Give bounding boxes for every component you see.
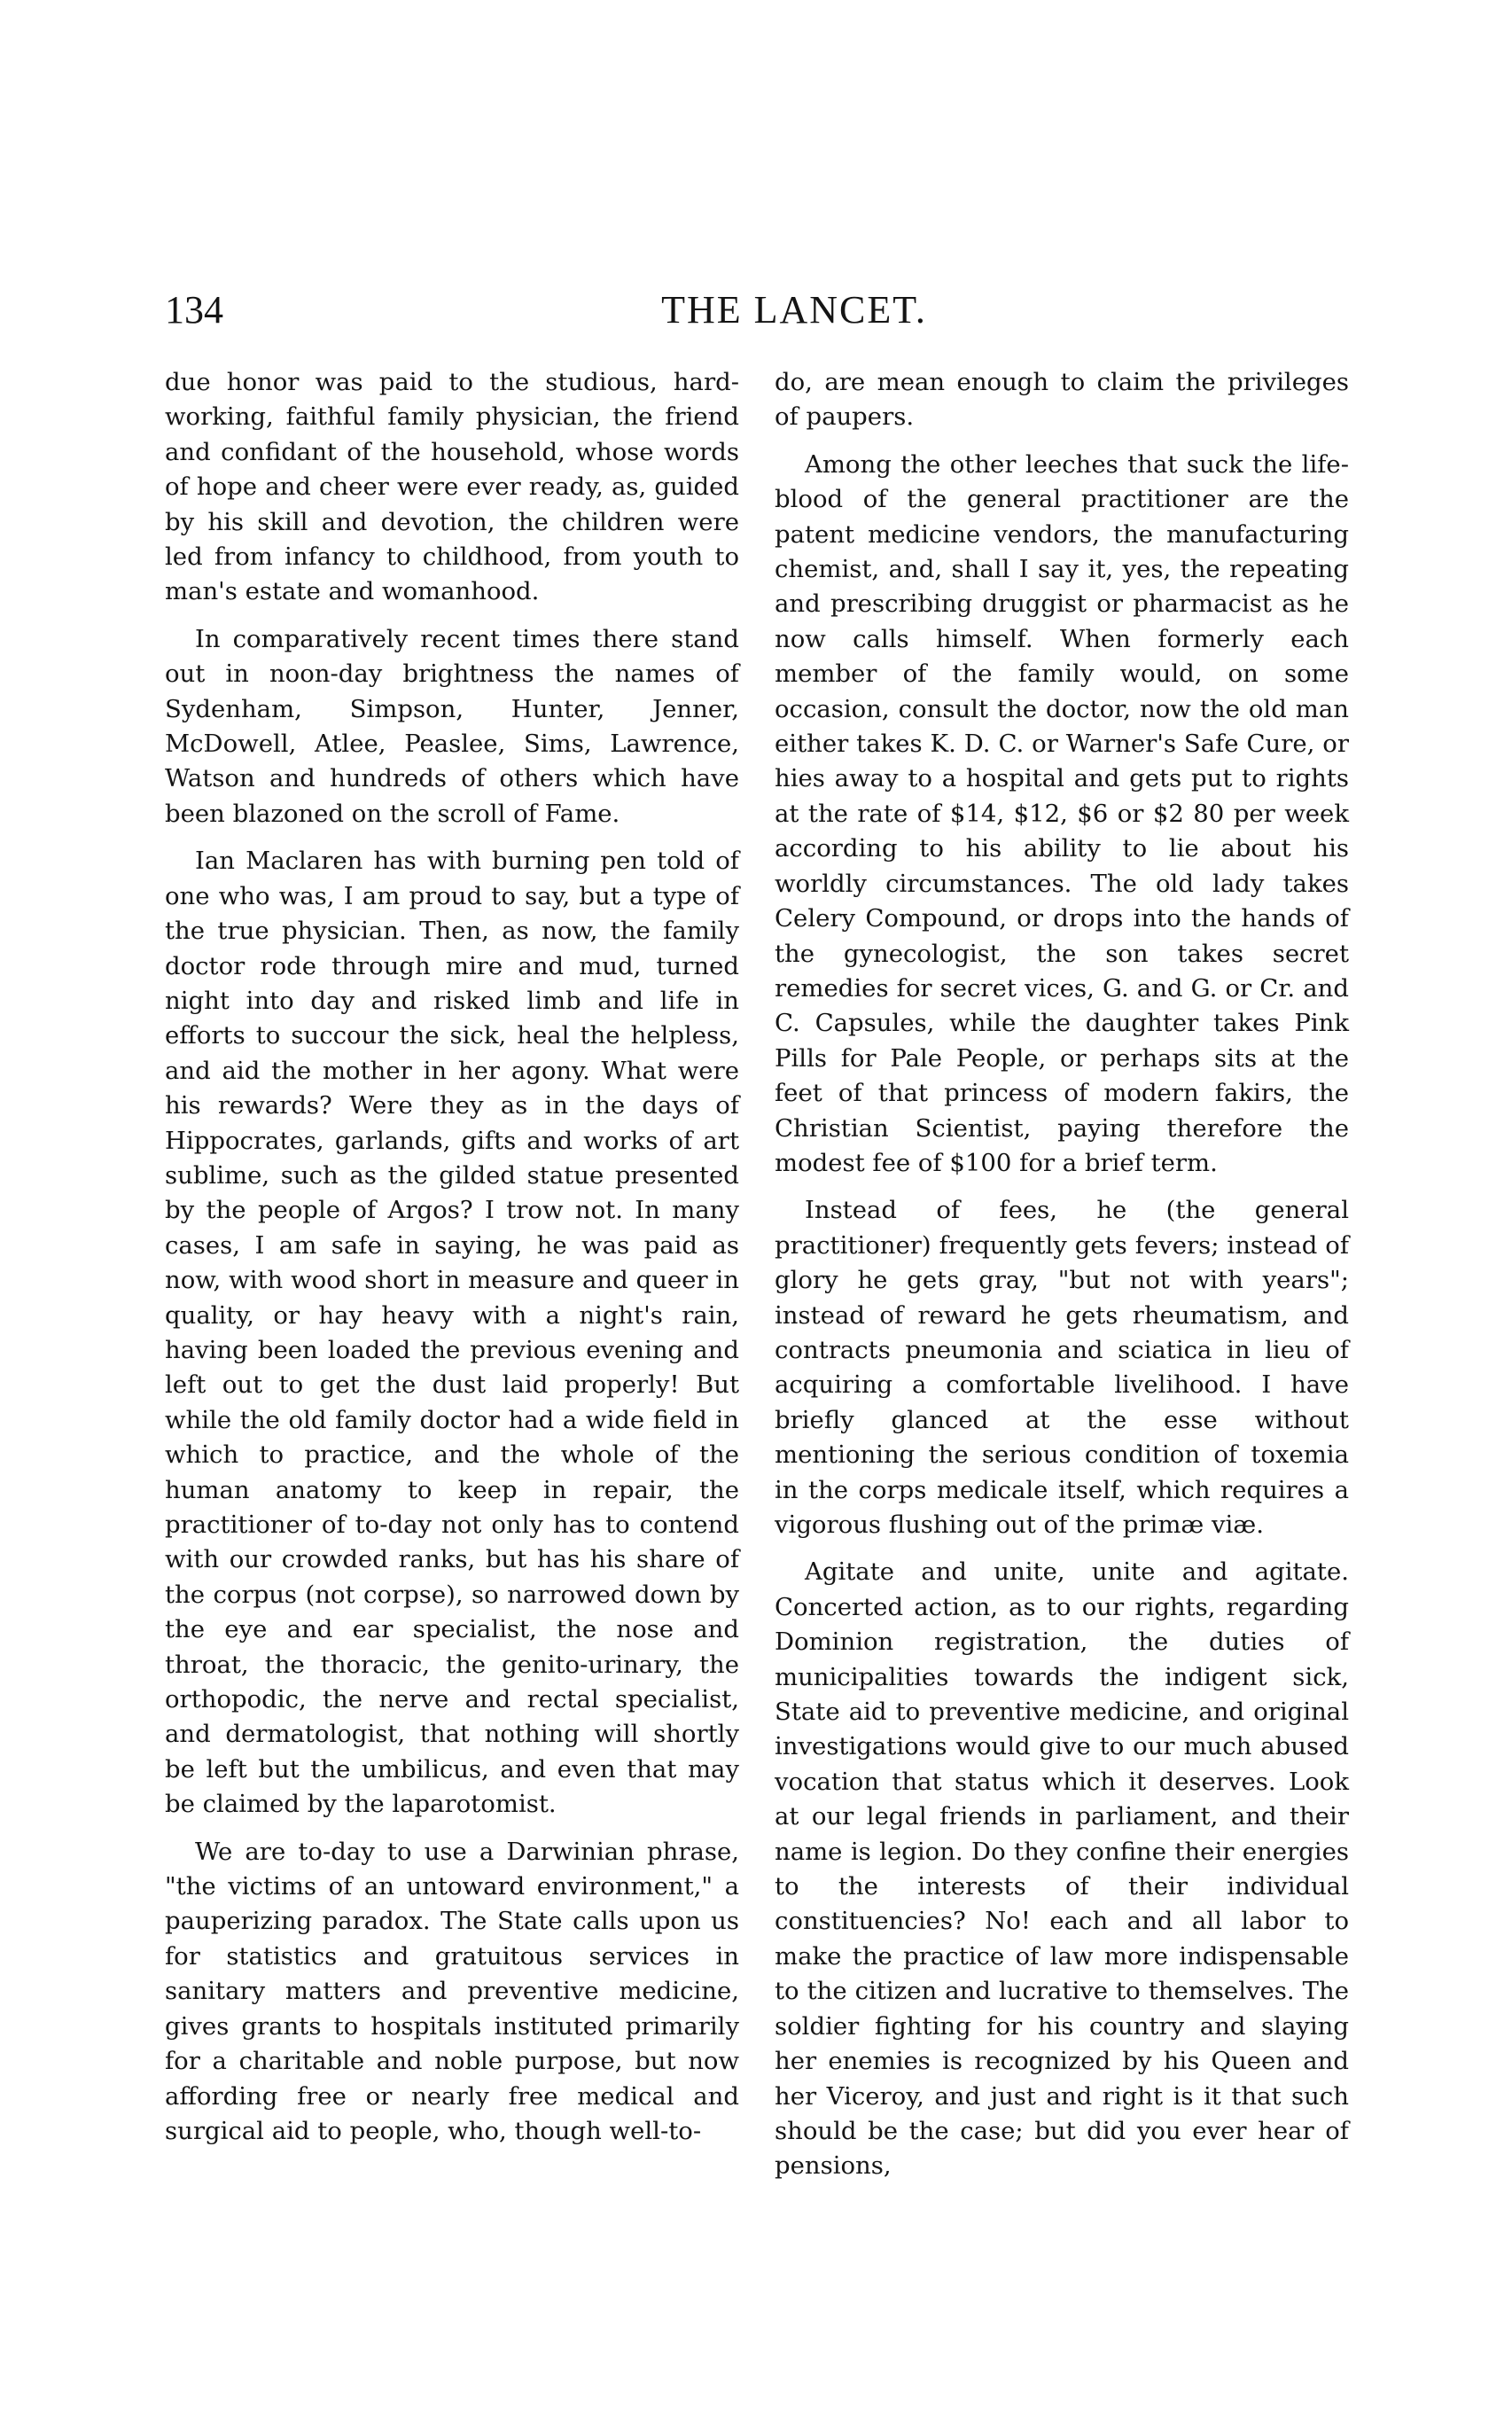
page-number: 134 — [165, 288, 223, 332]
paragraph: due honor was paid to the studious, hard-working, faithful family physician, the friend and confidant of the household, whose words of hope and cheer were ever ready, as, guided by his skill and devotion, the children were led from infancy to childhood, from youth to man's estate and womanhood. — [165, 368, 739, 606]
paragraph: Ian Maclaren has with burning pen told of one who was, I am proud to say, but a type of the true physician. Then, as now, the family doctor rode through mire and mud, turned night into day and risked limb and life in efforts to succour the sick, heal the helpless, and aid the mother in her agony. What were his rewards? Were they as in the days of Hippocrates, garlands, gifts and works of art sublime, such as the gilded statue presented by the people of Argos? I trow not. In many cases, I am safe in saying, he was paid as now, with wood short in measure and queer in quality, or hay heavy with a night's rain, having been loaded the previous evening and left out to get the dust laid properly! But while the old family doctor had a wide field in which to practice, and the whole of the human anatomy to keep in repair, the practitioner of to-day not only has to contend with our crowded ranks, but has his share of the corpus (not corpse), so narrowed down by the eye and ear specialist, the nose and throat, the thoracic, the genito-urinary, the orthopodic, the nerve and rectal specialist, and dermatologist, that nothing will shortly be left but the umbilicus, and even that may be claimed by the laparotomist. — [165, 847, 739, 1819]
paragraph: In comparatively recent times there stand out in noon-day brightness the names of Sydenham, Simpson, Hunter, Jenner, McDowell, Atlee, Peaslee, Sims, Lawrence, Watson and hundreds of others which have been blazoned on the scroll of Fame. — [165, 624, 739, 828]
paragraph: do, are mean enough to claim the privileges of paupers. — [775, 368, 1349, 432]
paragraph: We are to-day to use a Darwinian phrase, "the victims of an untoward environment," a pauperizing paradox. The State calls upon us for statistics and gratuitous services in sanitary matters and preventive medicine, gives grants to hospitals instituted primarily for a charitable and noble purpose, but now affording free or nearly free medical and surgical aid to people, who, though well-to- — [165, 1837, 739, 2145]
paragraph: Among the other leeches that suck the life-blood of the general practitioner are the patent medicine vendors, the manufacturing chemist, and, shall I say it, yes, the repeating and prescribing druggist or pharmacist as he now calls himself. When formerly each member of the family would, on some occasion, consult the doctor, now the old man either takes K. D. C. or Warner's Safe Cure, or hies away to a hospital and gets put to rights at the rate of $14, $12, $6 or $2 80 per week according to his ability to lie about his worldly circumstances. The old lady takes Celery Compound, or drops into the hands of the gynecologist, the son takes secret remedies for secret vices, G. and G. or Cr. and C. Capsules, while the daughter takes Pink Pills for Pale People, or perhaps sits at the feet of that princess of modern fakirs, the Christian Scientist, paying therefore the modest fee of $100 for a brief term. — [775, 449, 1349, 1177]
running-head-title: THE LANCET. — [661, 288, 927, 332]
paragraph: Instead of fees, he (the general practitioner) frequently gets fevers; instead of glory he gets gray, "but not with years"; instead of reward he gets rheumatism, and contracts pneumonia and sciatica in lieu of acquiring a comfortable livelihood. I have briefly glanced at the esse without mentioning the serious condition of toxemia in the corps medicale itself, which requires a vigorous flushing out of the primæ viæ. — [775, 1196, 1349, 1539]
page-header — [165, 284, 1388, 337]
right-column — [775, 365, 1349, 2184]
paragraph: Agitate and unite, unite and agitate. Concerted action, as to our rights, regarding Dominion registration, the duties of municipalities towards the indigent sick, State aid to preventive medicine, and original investigations would give to our much abused vocation that status which it deserves. Look at our legal friends in parliament, and their name is legion. Do they confine their energies to the interests of their individual constituencies? No! each and all labor to make the practice of law more indispensable to the citizen and lucrative to themselves. The soldier fighting for his country and slaying her enemies is recognized by his Queen and her Viceroy, and just and right is it that such should be the case; but did you ever hear of pensions, — [775, 1557, 1349, 2181]
left-column — [165, 365, 739, 2149]
